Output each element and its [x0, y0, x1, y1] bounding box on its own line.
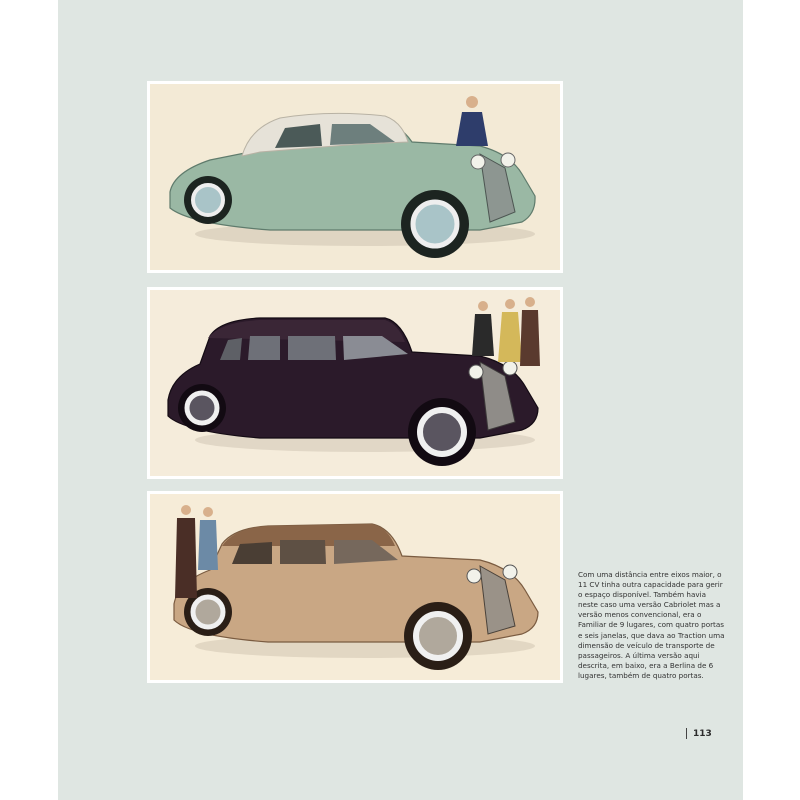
- headlight: [471, 155, 485, 169]
- rear-wheel-hub: [187, 393, 217, 423]
- caption-text: Com uma distância entre eixos maior, o 11 CV tinha outra capacidade para gerir o espaço disponível. Também havia neste caso uma versão Cabriolet mas a versão menos convencional, era o Familiar de 9 lugares, com quatro portas e seis janelas, que dava ao Traction uma dimensão de veículo de transporte de passageiros. A última versão aqui descrita, em baixo, era a Berlina de 6 lugares, também de quatro portas.: [578, 570, 725, 680]
- page-number-divider: [686, 728, 687, 739]
- illustration-familiar: [147, 287, 563, 479]
- front-wheel-hub: [416, 614, 460, 658]
- cabriolet-car-illustration: [150, 84, 560, 270]
- headlight: [469, 365, 483, 379]
- headlight: [503, 361, 517, 375]
- berlina-car-illustration: [150, 494, 560, 680]
- illustration-cabriolet: [147, 81, 563, 273]
- car-window: [288, 336, 336, 360]
- headlight: [501, 153, 515, 167]
- page-number: [686, 728, 712, 739]
- illustration-berlina: [147, 491, 563, 683]
- car-window: [280, 540, 326, 564]
- headlight: [503, 565, 517, 579]
- car-window: [248, 336, 280, 360]
- front-wheel-hub: [413, 202, 457, 246]
- rear-wheel-hub: [193, 185, 223, 215]
- front-wheel-hub: [420, 410, 464, 454]
- familiar-car-illustration: [150, 290, 560, 476]
- page-number-value: 113: [693, 728, 712, 739]
- headlight: [467, 569, 481, 583]
- rear-wheel-hub: [193, 597, 223, 627]
